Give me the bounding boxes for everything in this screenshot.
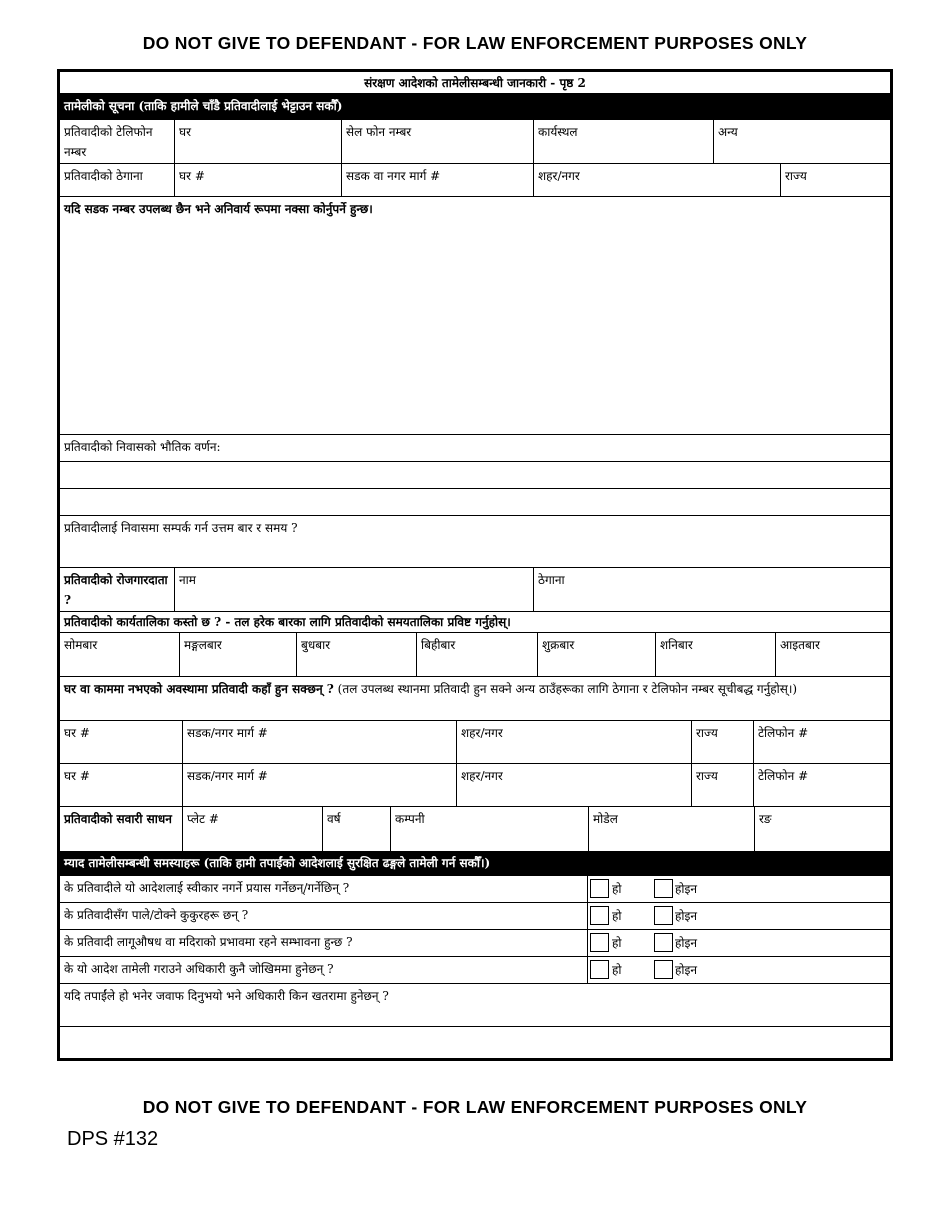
alt-house-number-field[interactable]: घर #	[64, 769, 90, 783]
employer-name-field[interactable]: नाम	[174, 568, 533, 611]
danger-explanation-label: यदि तपाईंले हो भनेर जवाफ दिनुभयो भने अधिकारी किन खतरामा हुनेछन् ?	[64, 989, 389, 1003]
service-information-form	[57, 69, 893, 1061]
question-divider	[587, 876, 588, 902]
question-officer-danger: के यो आदेश तामेली गराउने अधिकारी कुनै जोखिममा हुनेछन् ?	[64, 962, 334, 976]
vehicle-row	[60, 807, 890, 851]
no-checkbox[interactable]	[654, 906, 673, 925]
alternate-location-note: (तल उपलब्ध स्थानमा प्रतिवादी हुन सक्ने अन्य ठाउँहरूका लागि ठेगाना र टेलिफोन नम्बर सूचीबद्ध गर्नुहोस्।)	[337, 682, 798, 696]
employer-row	[60, 568, 890, 612]
phone-label: प्रतिवादीको टेलिफोन नम्बर	[64, 125, 153, 159]
yes-label: हो	[612, 936, 622, 950]
monday-field[interactable]: सोमबार	[64, 638, 98, 652]
plate-field[interactable]: प्लेट #	[182, 807, 322, 851]
service-section-title: तामेलीको सूचना (ताकि हामीले चाँडै प्रतिवादीलाई भेट्टाउन सकौँ)	[64, 99, 343, 113]
no-label: होइन	[675, 882, 698, 896]
work-phone-field[interactable]: कार्यस्थल	[533, 120, 713, 163]
year-field[interactable]: वर्ष	[322, 807, 390, 851]
map-drawing-area[interactable]	[60, 197, 890, 435]
employer-label: प्रतिवादीको रोजगारदाता ?	[64, 573, 168, 607]
make-field[interactable]: कम्पनी	[390, 807, 588, 851]
employer-address-field[interactable]: ठेगाना	[533, 568, 890, 611]
alt-city-field[interactable]: शहर/नगर	[456, 721, 691, 763]
service-section-header	[60, 94, 890, 120]
no-checkbox[interactable]	[654, 933, 673, 952]
state-field[interactable]: राज्य	[780, 164, 890, 196]
alternate-address-row	[60, 764, 890, 807]
page-title: संरक्षण आदेशको तामेलीसम्बन्धी जानकारी - पृष्ठ 2	[364, 76, 586, 90]
question-drugs-alcohol: के प्रतिवादी लागूऔषध वा मदिराको प्रभावमा रहने सम्भावना हुन्छ ?	[64, 935, 353, 949]
alt-phone-field[interactable]: टेलिफोन #	[753, 764, 890, 806]
alt-state-field[interactable]: राज्य	[691, 721, 753, 763]
yes-checkbox[interactable]	[590, 906, 609, 925]
no-label: होइन	[675, 936, 698, 950]
defendant-address-row	[60, 164, 890, 197]
question-divider	[587, 957, 588, 983]
alt-state-field[interactable]: राज्य	[691, 764, 753, 806]
sunday-field[interactable]: आइतबार	[775, 633, 890, 676]
model-field[interactable]: मोडेल	[588, 807, 754, 851]
no-label: होइन	[675, 909, 698, 923]
house-number-field[interactable]: घर #	[174, 164, 341, 196]
best-contact-time-label: प्रतिवादीलाई निवासमा सम्पर्क गर्न उत्तम बार र समय ?	[64, 521, 298, 535]
no-checkbox[interactable]	[654, 879, 673, 898]
question-refuse-order: के प्रतिवादीले यो आदेशलाई स्वीकार नगर्ने प्रयास गर्नेछन्/गर्नेछिन् ?	[64, 881, 350, 895]
tuesday-field[interactable]: मङ्गलबार	[179, 633, 296, 676]
weekly-schedule-row	[60, 633, 890, 677]
question-divider	[587, 930, 588, 956]
city-field[interactable]: शहर/नगर	[533, 164, 780, 196]
yes-checkbox[interactable]	[590, 933, 609, 952]
yes-label: हो	[612, 882, 622, 896]
question-dogs: के प्रतिवादीसँग पाले/टोक्ने कुकुरहरू छन् ?	[64, 908, 249, 922]
problems-section-title: म्याद तामेलीसम्बन्धी समस्याहरू (ताकि हामी तपाईंको आदेशलाई सुरक्षित ढङ्गले तामेली गर्न सकौँ।)	[64, 856, 491, 870]
friday-field[interactable]: शुक्रबार	[537, 633, 655, 676]
alternate-location-question: घर वा काममा नभएको अवस्थामा प्रतिवादी कहाँ हुन सक्छन् ?	[64, 682, 334, 696]
alt-phone-field[interactable]: टेलिफोन #	[753, 721, 890, 763]
cell-phone-field[interactable]: सेल फोन नम्बर	[341, 120, 533, 163]
saturday-field[interactable]: शनिबार	[655, 633, 775, 676]
form-number: DPS #132	[67, 1128, 159, 1150]
no-checkbox[interactable]	[654, 960, 673, 979]
alternate-address-row	[60, 721, 890, 764]
yes-checkbox[interactable]	[590, 879, 609, 898]
other-phone-field[interactable]: अन्य	[713, 120, 890, 163]
street-field[interactable]: सडक वा नगर मार्ग #	[341, 164, 533, 196]
residence-description-row[interactable]	[60, 435, 890, 462]
yes-checkbox[interactable]	[590, 960, 609, 979]
question-row	[60, 957, 890, 984]
top-warning-banner: DO NOT GIVE TO DEFENDANT - FOR LAW ENFORCEMENT PURPOSES ONLY	[142, 33, 808, 53]
address-label: प्रतिवादीको ठेगाना	[64, 169, 143, 183]
best-contact-time-row[interactable]	[60, 516, 890, 568]
thursday-field[interactable]: बिहीबार	[416, 633, 537, 676]
question-row	[60, 903, 890, 930]
home-phone-field[interactable]: घर	[174, 120, 341, 163]
no-label: होइन	[675, 963, 698, 977]
residence-description-label: प्रतिवादीको निवासको भौतिक वर्णन:	[64, 440, 221, 454]
wednesday-field[interactable]: बुधबार	[296, 633, 416, 676]
alt-street-field[interactable]: सडक/नगर मार्ग #	[182, 764, 456, 806]
alternate-location-text	[64, 679, 886, 699]
yes-label: हो	[612, 963, 622, 977]
schedule-header-row	[60, 612, 890, 633]
vehicle-label: प्रतिवादीको सवारी साधन	[64, 812, 172, 826]
defendant-phone-row	[60, 120, 890, 164]
question-row	[60, 876, 890, 903]
residence-description-line[interactable]	[60, 462, 890, 489]
danger-explanation-row[interactable]	[60, 984, 890, 1027]
yes-label: हो	[612, 909, 622, 923]
bottom-warning-banner: DO NOT GIVE TO DEFENDANT - FOR LAW ENFORCEMENT PURPOSES ONLY	[142, 1097, 808, 1117]
residence-description-line[interactable]	[60, 489, 890, 516]
alt-street-field[interactable]: सडक/नगर मार्ग #	[182, 721, 456, 763]
alternate-location-row	[60, 677, 890, 721]
alt-city-field[interactable]: शहर/नगर	[456, 764, 691, 806]
color-field[interactable]: रङ	[754, 807, 890, 851]
page-title-row	[60, 72, 890, 94]
alt-house-number-field[interactable]: घर #	[64, 726, 90, 740]
question-divider	[587, 903, 588, 929]
map-note: यदि सडक नम्बर उपलब्ध छैन भने अनिवार्य रूपमा नक्सा कोर्नुपर्ने हुन्छ।	[64, 202, 373, 216]
schedule-header: प्रतिवादीको कार्यतालिका कस्तो छ ? - तल हरेक बारका लागि प्रतिवादीको समयतालिका प्रविष्ट गर्नुहोस्।	[64, 615, 511, 629]
danger-explanation-line[interactable]	[60, 1027, 890, 1058]
question-row	[60, 930, 890, 957]
problems-section-header	[60, 851, 890, 876]
